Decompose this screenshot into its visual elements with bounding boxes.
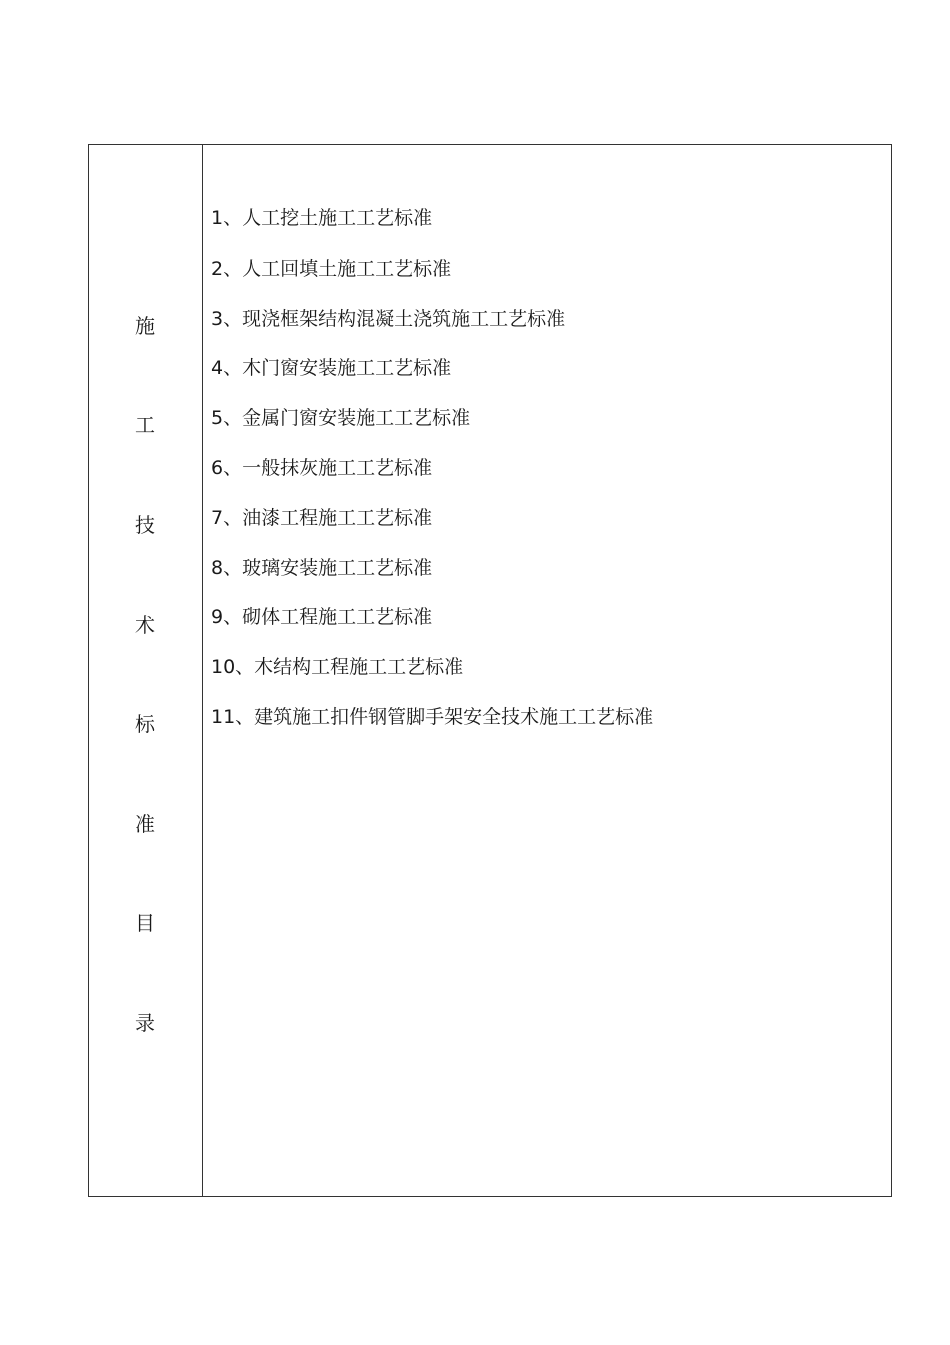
toc-item: 2、人工回填土施工工艺标准 (211, 258, 452, 280)
toc-item: 3、现浇框架结构混凝土浇筑施工工艺标准 (211, 308, 566, 330)
toc-table (88, 144, 892, 1197)
column-divider (202, 144, 203, 1197)
toc-item: 4、木门窗安装施工工艺标准 (211, 357, 452, 379)
title-char: 技 (135, 513, 155, 537)
toc-item: 6、一般抹灰施工工艺标准 (211, 457, 433, 479)
toc-item: 8、玻璃安装施工工艺标准 (211, 557, 433, 579)
title-char: 标 (135, 712, 155, 736)
toc-item: 9、砌体工程施工工艺标准 (211, 606, 433, 628)
title-char: 工 (135, 413, 155, 437)
title-char: 目 (135, 911, 155, 935)
title-char: 术 (135, 613, 155, 637)
toc-item: 7、油漆工程施工工艺标准 (211, 507, 433, 529)
title-char: 施 (135, 314, 155, 338)
title-char: 准 (135, 812, 155, 836)
toc-item: 10、木结构工程施工工艺标准 (211, 656, 464, 678)
title-char: 录 (135, 1011, 155, 1035)
toc-item: 11、建筑施工扣件钢管脚手架安全技术施工工艺标准 (211, 706, 654, 728)
toc-item: 1、人工挖土施工工艺标准 (211, 207, 433, 229)
toc-item: 5、金属门窗安装施工工艺标准 (211, 407, 471, 429)
